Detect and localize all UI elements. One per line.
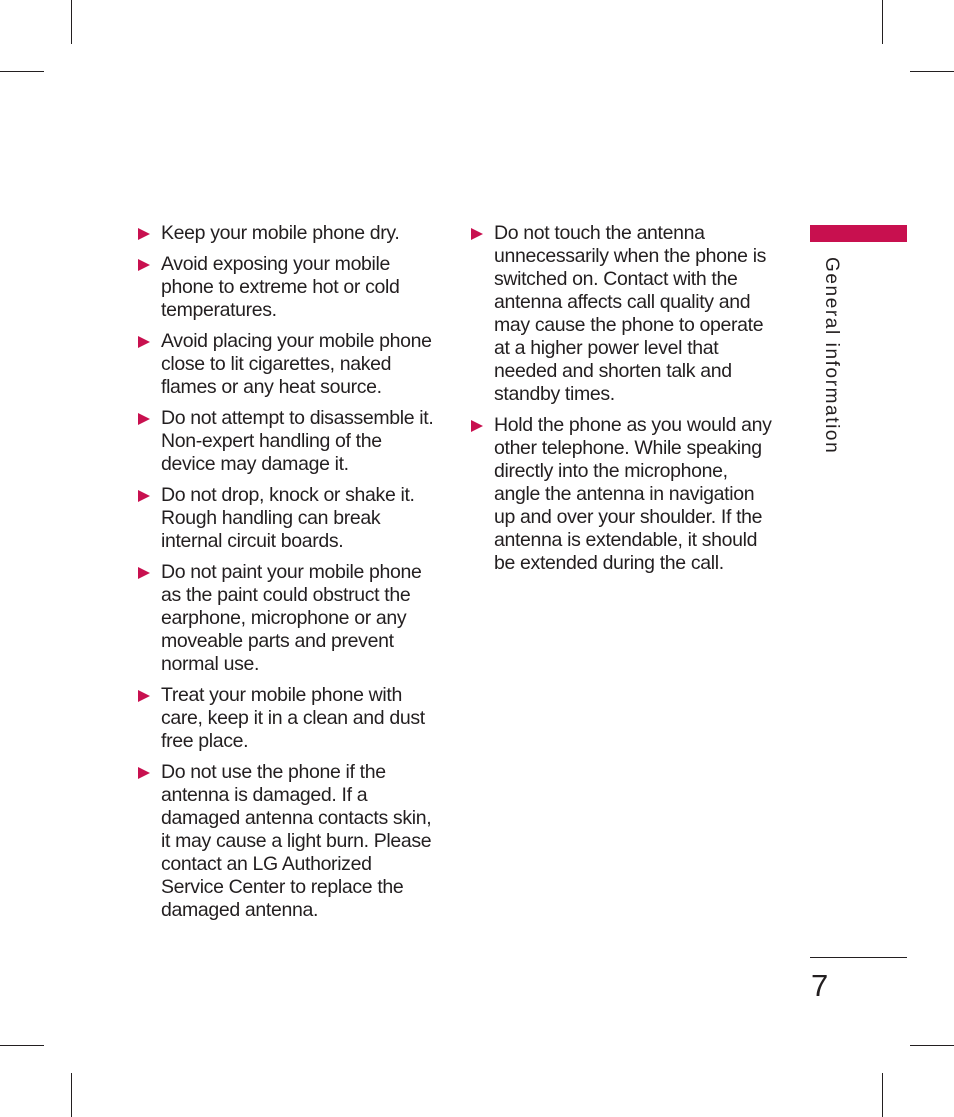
crop-mark (882, 0, 883, 44)
triangle-bullet-icon (138, 336, 150, 348)
page-number: 7 (811, 968, 829, 1003)
triangle-bullet-icon (471, 228, 483, 240)
bullet-item (137, 484, 437, 553)
bullet-text: Do not attempt to disassemble it. Non-expert handling of the device may damage it. (161, 407, 434, 475)
triangle-bullet-icon (138, 767, 150, 779)
bullet-item (137, 561, 437, 676)
crop-mark (910, 71, 954, 72)
left-column (137, 222, 437, 930)
triangle-bullet-icon (138, 228, 150, 240)
bullet-text: Keep your mobile phone dry. (161, 222, 400, 244)
bullet-item (137, 761, 437, 922)
triangle-bullet-icon (138, 690, 150, 702)
crop-mark (0, 71, 44, 72)
crop-mark (0, 1045, 44, 1046)
crop-mark (882, 1073, 883, 1117)
right-column (470, 222, 775, 583)
bullet-text: Avoid placing your mobile phone close to lit cigarettes, naked flames or any heat source. (161, 330, 432, 398)
crop-mark (71, 1073, 72, 1117)
triangle-bullet-icon (471, 420, 483, 432)
bullet-item (137, 407, 437, 476)
section-tab-bar (810, 225, 907, 242)
bullet-text: Hold the phone as you would any other telephone. While speaking directly into the microphone, angle the antenna in navigation up and over your shoulder. If the antenna is extendable, it should be extended during the call. (494, 414, 772, 574)
crop-mark (910, 1045, 954, 1046)
triangle-bullet-icon (138, 413, 150, 425)
bullet-text: Do not paint your mobile phone as the paint could obstruct the earphone, microphone or any moveable parts and prevent normal use. (161, 561, 422, 675)
bullet-text: Treat your mobile phone with care, keep it in a clean and dust free place. (161, 684, 425, 752)
bullet-item (137, 684, 437, 753)
bullet-text: Do not touch the antenna unnecessarily when the phone is switched on. Contact with the antenna affects call quality and may cause the phone to operate at a higher power level that needed and shorten talk and standby times. (494, 222, 767, 405)
bullet-item (137, 222, 437, 245)
bullet-item (470, 222, 775, 406)
bullet-text: Do not use the phone if the antenna is damaged. If a damaged antenna contacts skin, it may cause a light burn. Please contact an LG Authorized Service Center to replace the damaged antenna. (161, 761, 432, 921)
bullet-text: Avoid exposing your mobile phone to extreme hot or cold temperatures. (161, 253, 400, 321)
triangle-bullet-icon (138, 567, 150, 579)
bullet-item (137, 330, 437, 399)
triangle-bullet-icon (138, 490, 150, 502)
bullet-text: Do not drop, knock or shake it. Rough handling can break internal circuit boards. (161, 484, 415, 552)
crop-mark (71, 0, 72, 44)
page-number-rule (810, 957, 907, 958)
bullet-item (137, 253, 437, 322)
section-label: General information (821, 257, 842, 455)
triangle-bullet-icon (138, 259, 150, 271)
bullet-item (470, 414, 775, 575)
